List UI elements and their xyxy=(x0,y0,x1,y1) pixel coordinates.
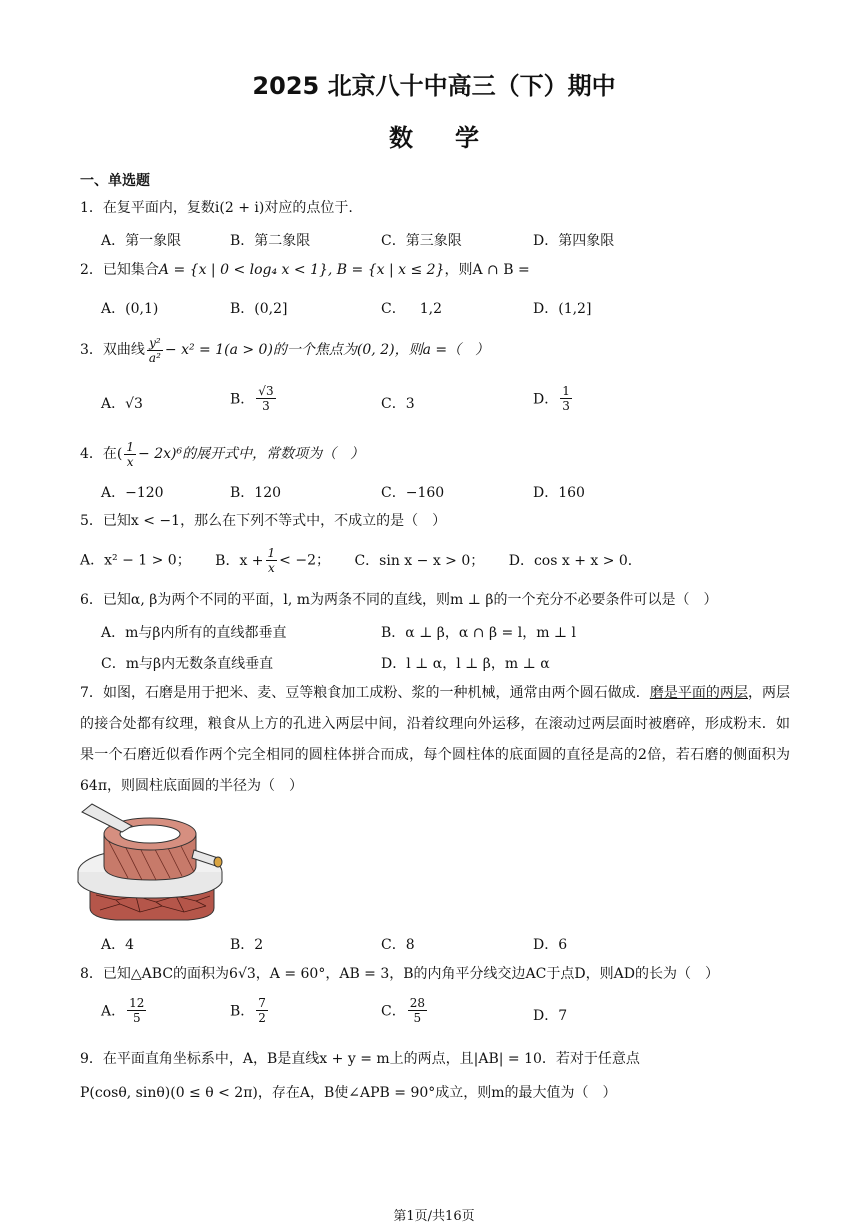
exam-title: 2025 北京八十中高三（下）期中 xyxy=(252,72,616,100)
page-footer: 第1页/共16页 xyxy=(393,1209,475,1224)
q4-option-c: C．−160 xyxy=(381,485,445,501)
q6-option-c: C．m与β内无数条直线垂直 xyxy=(101,656,274,672)
q5-option-a: A．x² − 1 > 0； B．x + $\frac{1}{x}$ < −2； C．sin x − x > 0； D．cos x + x > 0． xyxy=(80,546,642,575)
q4-option-b: B．120 xyxy=(230,485,282,501)
question-7-stem: 7．如图，石磨是用于把米、麦、豆等粮食加工成粉、浆的一种机械，通常由两个圆石做成．磨是平面的两层，两层的接合处都有纹理，粮食从上方的孔进入两层中间，沿着纹理向外运移，在滚动过两层面时被磨碎，形成粉末．如果一个石磨近似看作两个完全相同的圆柱体拼合而成，每个圆柱体的底面圆的直径是高的2倍，若石磨的侧面积为64π，则圆柱底面圆的半径为（ ） xyxy=(80,685,791,794)
question-9-line2: P(cosθ, sinθ)(0 ≤ θ < 2π)，存在A，B使∠APB = 90°成立，则m的最大值为（ ） xyxy=(80,1085,617,1101)
q6-option-d: D．l ⊥ α，l ⊥ β，m ⊥ α xyxy=(381,656,550,672)
q3-option-d: D． $\frac{1}{3}$ xyxy=(533,384,570,413)
q2-option-c-value: 1,2 xyxy=(419,301,442,317)
q7-option-d: D．6 xyxy=(533,937,568,953)
q1-option-c: C．第三象限 xyxy=(381,233,462,249)
q3-fraction: $\frac{\text{y²}}{\text{a²}}$ xyxy=(148,335,161,365)
q2-option-b: B．(0,2] xyxy=(230,301,288,317)
question-6-stem: 6．已知α, β为两个不同的平面，l, m为两条不同的直线，则m ⊥ β的一个充分不必要条件可以是（ ） xyxy=(80,592,718,608)
q2-sets: A = {x | 0 < log₄ x < 1}, B = {x | x ≤ 2} xyxy=(158,262,445,278)
q4-option-a: A．−120 xyxy=(101,485,164,501)
q6-option-a: A．m与β内所有的直线都垂直 xyxy=(101,625,287,641)
q2-option-b-value: (0,2] xyxy=(254,301,288,317)
q8-option-c: C． $\frac{28}{5}$ xyxy=(381,996,425,1025)
q1-option-b: B．第二象限 xyxy=(230,233,311,249)
q1-option-a: A．第一象限 xyxy=(101,233,182,249)
question-5-stem: 5．已知x < −1，那么在下列不等式中，不成立的是（ ） xyxy=(80,513,447,529)
q3-option-b: B． $\frac{√3}{3}$ xyxy=(230,384,274,413)
q2-option-d: D．(1,2] xyxy=(533,301,592,317)
question-8-stem: 8．已知△ABC的面积为6√3，A = 60°，AB = 3，B的内角平分线交边AC于点D，则AD的长为（ ） xyxy=(80,966,719,982)
q6-option-b: B．α ⊥ β，α ∩ β = l，m ⊥ l xyxy=(381,625,577,641)
q3-option-a: A．√3 xyxy=(101,396,143,412)
question-1-stem: 1．在复平面内，复数i(2 + i)对应的点位于. xyxy=(80,200,353,216)
q8-option-a: A． $\frac{12}{5}$ xyxy=(101,996,145,1025)
q7-option-c: C．8 xyxy=(381,937,415,953)
question-2-stem xyxy=(80,254,790,286)
q2-tail: ，则A ∩ B = xyxy=(444,262,530,278)
exam-subject: 数学 xyxy=(389,124,521,152)
q4-option-d: D．160 xyxy=(533,485,585,501)
q2-option-a: A．(0,1) xyxy=(101,301,159,317)
q8-option-b: B． $\frac{7}{2}$ xyxy=(230,996,266,1025)
question-3-stem: 3．双曲线 $\frac{\text{y²}}{\text{a²}}$ − x² = 1(a > 0)的一个焦点为(0, 2)，则a =（ ） xyxy=(80,335,490,365)
section-heading: 一、单选题 xyxy=(80,173,150,189)
q2-option-a-value: (0,1) xyxy=(125,301,159,317)
q2-option-c: C． 1,2 xyxy=(381,301,442,317)
q8-option-d: D．7 xyxy=(533,1008,568,1024)
q1-option-d: D．第四象限 xyxy=(533,233,615,249)
q7-option-a: A．4 xyxy=(101,937,135,953)
question-9-line1: 9．在平面直角坐标系中，A，B是直线x + y = m上的两点，且|AB| = 10．若对于任意点 xyxy=(80,1051,640,1067)
q2-num: 2．已知集合 xyxy=(80,262,159,278)
q7-option-b: B．2 xyxy=(230,937,264,953)
q3-option-c: C．3 xyxy=(381,396,415,412)
millstone-illustration xyxy=(76,800,226,925)
q2-option-d-value: (1,2] xyxy=(558,301,592,317)
question-4-stem: 4．在( $\frac{1}{x}$ − 2x)⁶的展开式中，常数项为（ ） xyxy=(80,439,365,469)
